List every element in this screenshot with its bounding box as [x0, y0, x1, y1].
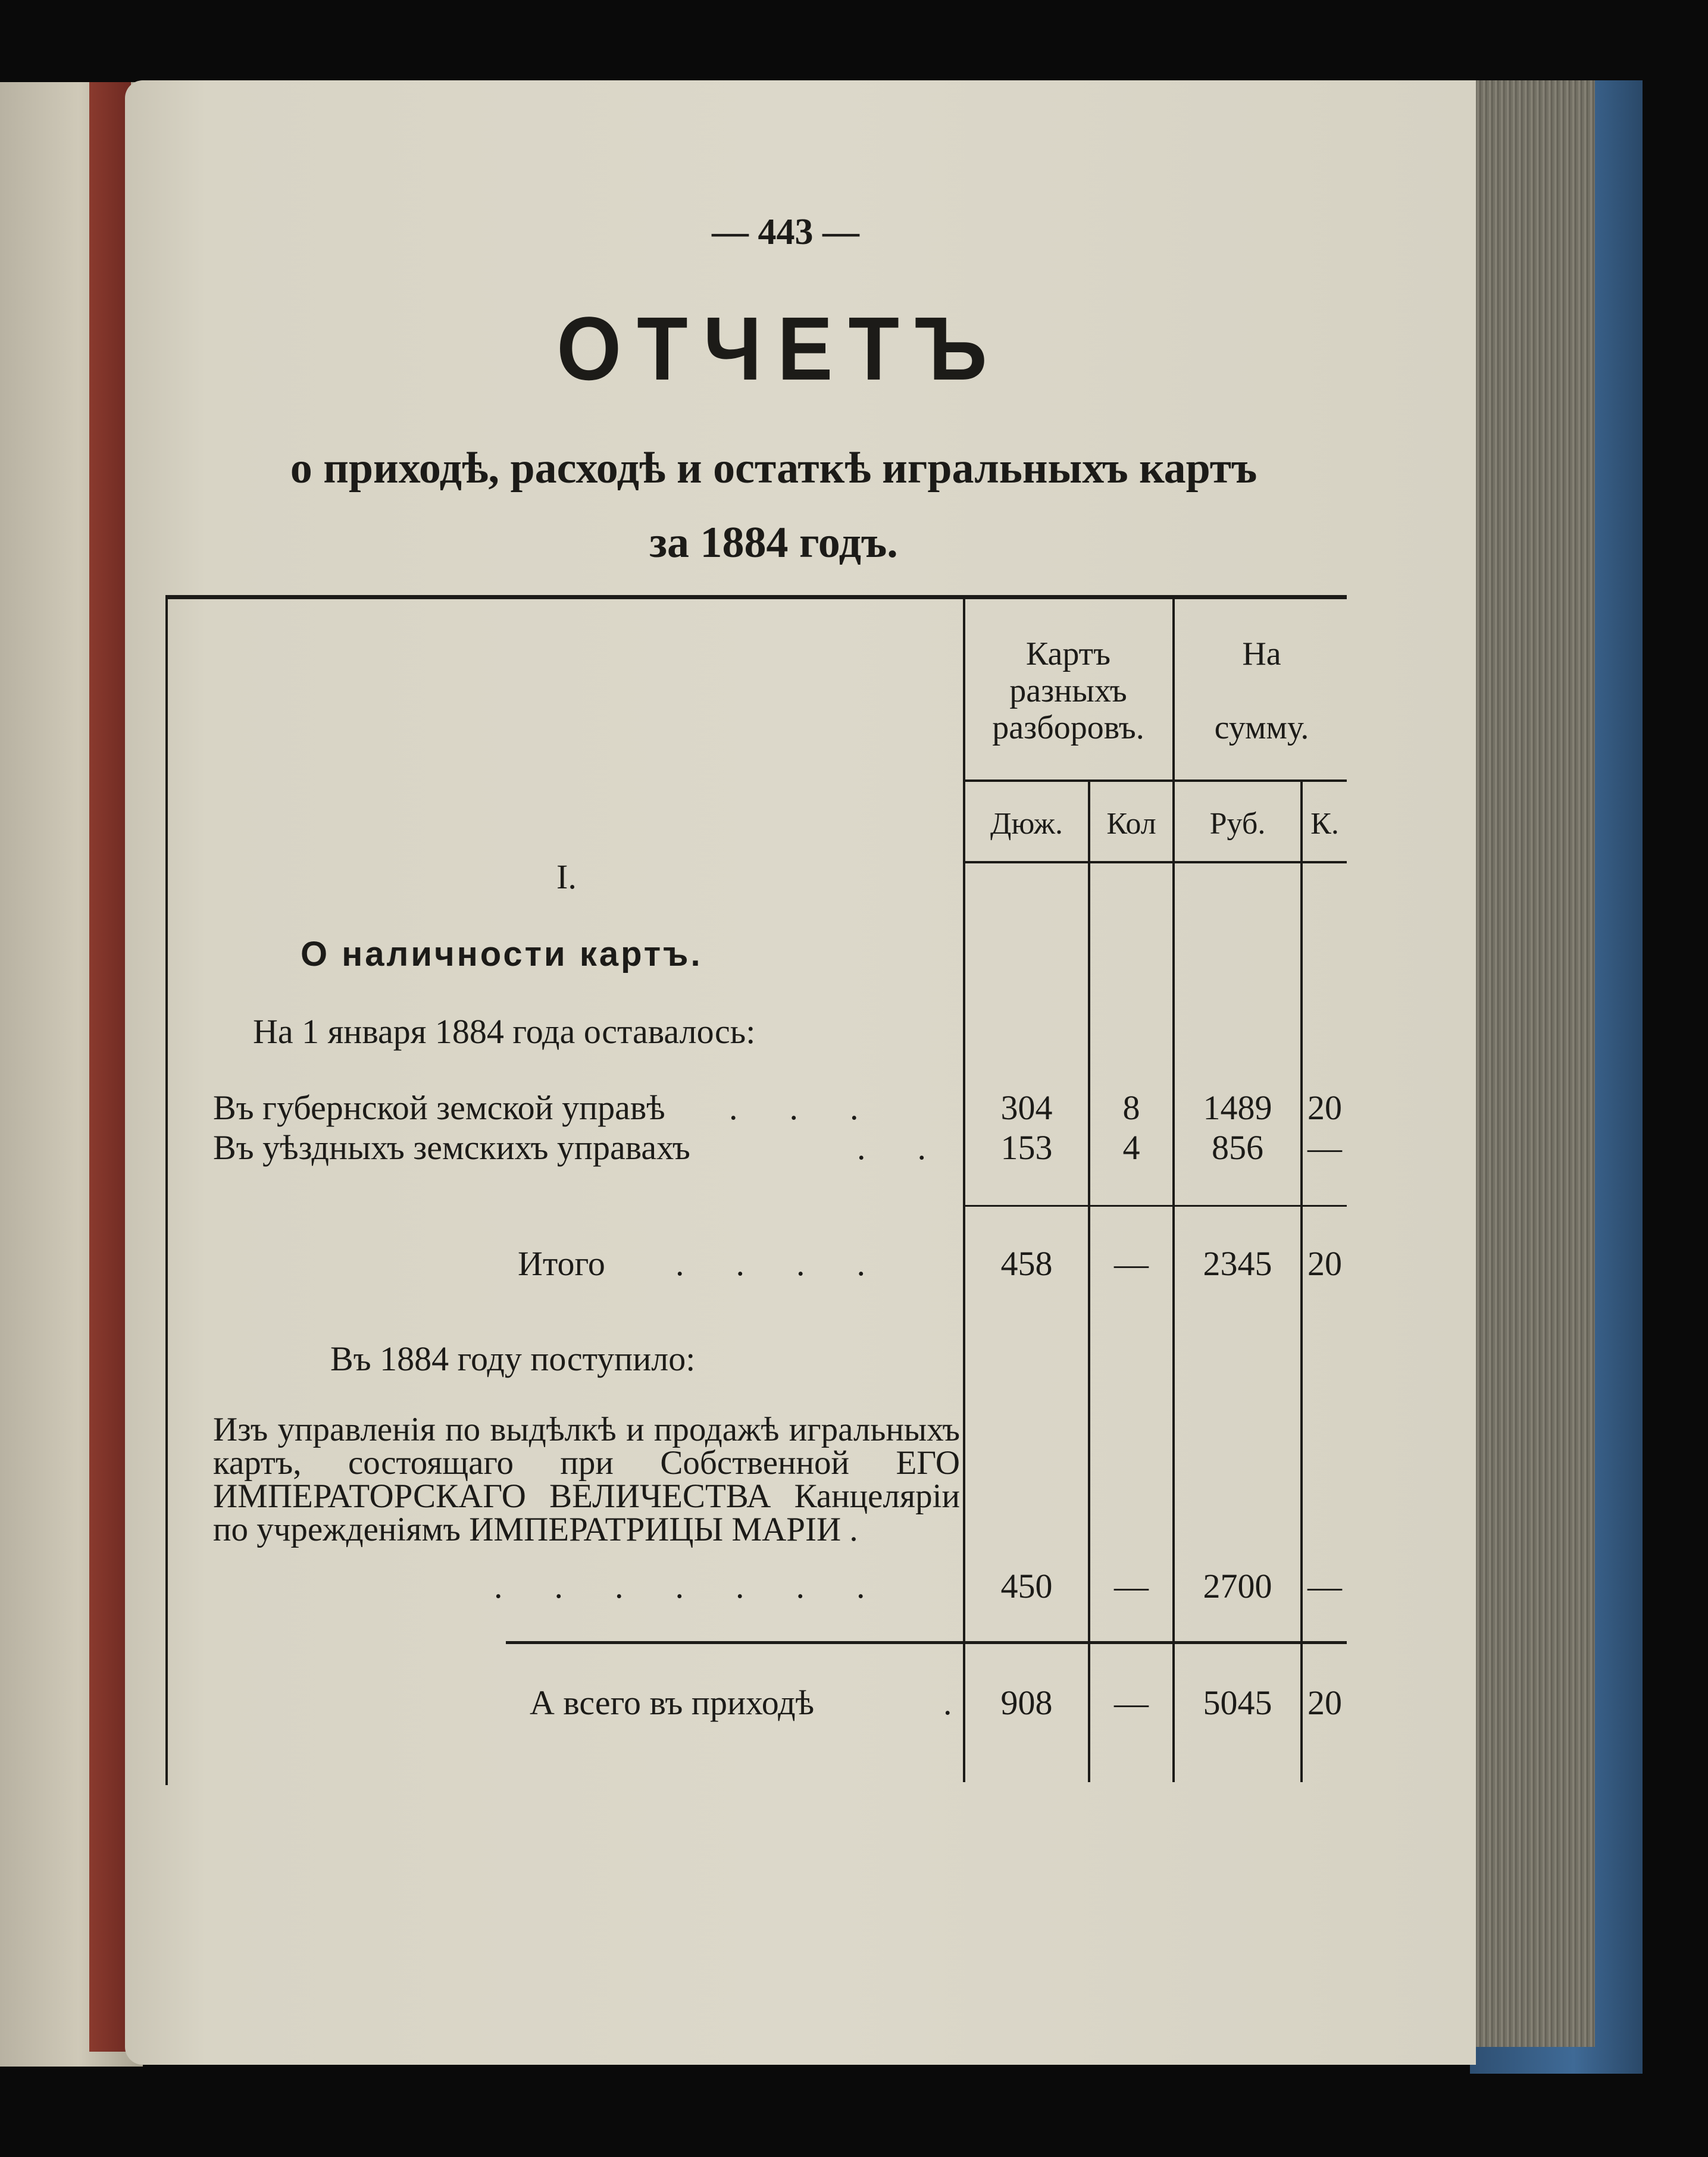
leader-dots: . . — [857, 1128, 926, 1167]
header-sum-line-2: сумму. — [1214, 709, 1309, 746]
received-rubles: 2700 — [1203, 1567, 1272, 1605]
row-dozens: 153 — [1000, 1128, 1053, 1167]
subtotal-label: Итого — [518, 1244, 605, 1283]
received-source-description: Изъ управленія по выдѣлкѣ и продажѣ игральныхъ картъ, состоящаго при Собственной ЕГО ИМПЕРАТОРСКАГО ВЕЛИЧЕСТВА Канцеляріи по учрежденіямъ ИМПЕРАТРИЦЫ МАРІИ . — [213, 1411, 960, 1548]
page-stack-edges — [1470, 80, 1595, 2047]
table-left-border — [165, 595, 168, 1785]
row-rubles: 856 — [1212, 1128, 1263, 1167]
total-kopecks: 20 — [1307, 1683, 1342, 1722]
header-cards-line-1: Картъ — [1025, 635, 1111, 672]
header-sum — [1175, 635, 1348, 746]
leader-dots: . — [943, 1683, 952, 1722]
total-rule — [506, 1641, 1347, 1644]
subtotal-kopecks: 20 — [1307, 1244, 1342, 1283]
total-label: А всего въ приходѣ — [530, 1683, 815, 1722]
header-cards — [967, 635, 1169, 746]
report-subtitle: о приходѣ, расходѣ и остаткѣ игральныхъ картъ — [290, 444, 1257, 493]
row-label: Въ уѣздныхъ земскихъ управахъ — [213, 1128, 690, 1167]
received-intro: Въ 1884 году поступило: — [330, 1339, 696, 1378]
header-cards-line-2: разныхъ — [1009, 672, 1127, 709]
row-kopecks: 20 — [1307, 1088, 1342, 1127]
row-dozens: 304 — [1000, 1088, 1053, 1127]
subheader-rubles: Руб. — [1209, 807, 1266, 841]
header-sum-line-1: На — [1242, 635, 1281, 672]
table-top-rule — [165, 595, 1347, 599]
subtotal-rule — [963, 1205, 1347, 1207]
row-label: Въ губернской земской управѣ — [213, 1088, 665, 1127]
row-count: 4 — [1122, 1128, 1140, 1167]
section-number: I. — [556, 857, 577, 896]
report-title: ОТЧЕТЪ — [556, 298, 1003, 399]
row-kopecks: — — [1307, 1128, 1342, 1167]
header-bottom-rule — [963, 861, 1347, 863]
received-count: — — [1114, 1567, 1149, 1605]
subtotal-count: — — [1114, 1244, 1149, 1283]
leader-dots: . . . — [729, 1088, 859, 1127]
header-cards-line-3: разборовъ. — [992, 709, 1144, 746]
page-number: — 443 — — [712, 212, 859, 252]
received-dozens: 450 — [1000, 1567, 1053, 1605]
report-year: за 1884 годъ. — [649, 518, 898, 567]
leader-dots: . . . . . . . — [494, 1567, 865, 1605]
received-kopecks: — — [1307, 1567, 1342, 1605]
balance-intro: На 1 января 1884 года оставалось: — [253, 1012, 756, 1051]
row-count: 8 — [1122, 1088, 1140, 1127]
subtotal-rubles: 2345 — [1203, 1244, 1272, 1283]
subheader-dozens: Дюж. — [990, 807, 1063, 841]
section-heading: О наличности картъ. — [301, 935, 703, 973]
subheader-kopecks: К. — [1310, 807, 1339, 841]
subheader-count: Кол — [1106, 807, 1156, 841]
total-dozens: 908 — [1000, 1683, 1053, 1722]
total-count: — — [1114, 1683, 1149, 1722]
header-sub-rule — [963, 779, 1347, 782]
total-rubles: 5045 — [1203, 1683, 1272, 1722]
leader-dots: . . . . — [675, 1244, 865, 1283]
subtotal-dozens: 458 — [1000, 1244, 1053, 1283]
row-rubles: 1489 — [1203, 1088, 1272, 1127]
